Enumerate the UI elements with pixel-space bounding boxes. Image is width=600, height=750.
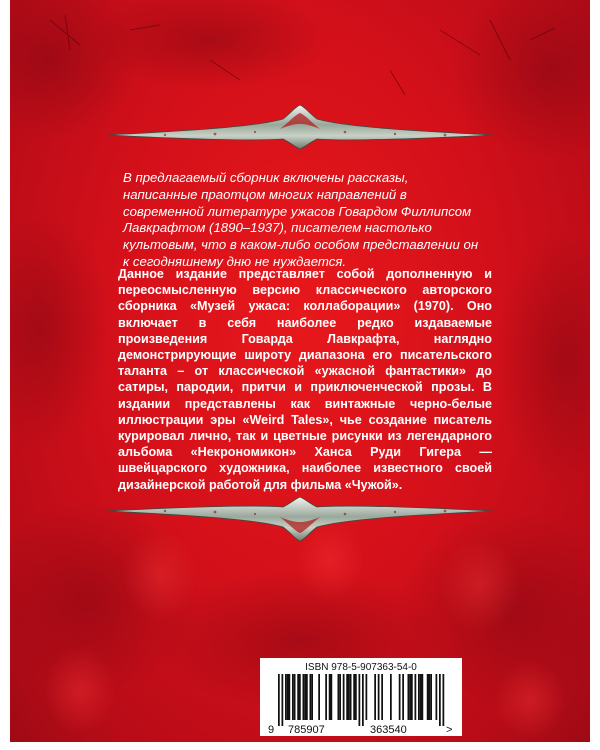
barcode-bar [439, 674, 441, 726]
barcode-left-digits: 785907 [288, 724, 325, 736]
barcode-bar [390, 674, 392, 720]
barcode-bar [353, 674, 355, 720]
cover-bottom-edge [10, 742, 590, 750]
barcode-quiet-mark: > [446, 724, 453, 736]
barcode-bar [408, 674, 410, 720]
barcode-bar [318, 674, 320, 720]
barcode-bar [415, 674, 417, 720]
barcode-first-digit: 9 [268, 724, 275, 736]
isbn-barcode [260, 658, 462, 736]
barcode-bar [427, 674, 429, 720]
barcode-bar [285, 674, 287, 720]
barcode-graphic [260, 658, 462, 736]
barcode-bar [402, 674, 404, 720]
barcode-bar [411, 674, 413, 720]
description-paragraph: Данное издание представляет собой дополненную и переосмысленную версию классического авторского сборника «Музей ужаса: коллаборации» (1970). Оно включает в себя наиболее редко издаваемые произведения Говарда Лавкрафта, наглядно демонстрирующие широту диапазона его писательского таланта – от классической «ужасной фантастики» до сатиры, пародии, притчи и приключенческой прозы. В издании представлены как винтажные черно-белые иллюстрации эры «Weird Tales», чье создание писатель курировал лично, так и цветные рисунки из легендарного альбома «Некрономикон» Ханса Руди Гигера — швейцарского художника, наиболее известного своей дизайнерской работой для фильма «Чужой». [118, 267, 492, 492]
barcode-bar [329, 674, 331, 720]
barcode-bar [359, 674, 361, 726]
barcode-bar [420, 674, 422, 720]
barcode-bar [378, 674, 380, 720]
barcode-bar [422, 674, 424, 720]
barcode-bar [381, 674, 383, 720]
ornament-divider-bottom [105, 497, 495, 541]
barcode-bar [325, 674, 327, 720]
barcode-bar [304, 674, 306, 720]
barcode-bar [339, 674, 341, 720]
barcode-bar [362, 674, 364, 726]
barcode-bar [306, 674, 308, 720]
barcode-bar [299, 674, 301, 720]
barcode-bar [331, 674, 333, 720]
barcode-bar [278, 674, 280, 726]
barcode-bar [303, 674, 305, 720]
barcode-bar [443, 674, 445, 726]
barcode-bar [374, 674, 376, 720]
intro-paragraph: В предлагаемый сборник включены рассказы, написанные праотцом многих направлений в современной литературе ужасов Говардом Филлипсом Лавкрафтом (1890–1937), писателем настолько культовым, что в каком-либо особом представлении он к сегодняшнему дню не нуждается. [123, 170, 479, 269]
barcode-bar [366, 674, 368, 720]
barcode-bar [292, 674, 294, 720]
barcode-bar [409, 674, 411, 720]
barcode-bar [350, 674, 352, 720]
barcode-bar [289, 674, 291, 720]
barcode-bar [436, 674, 438, 720]
barcode-bar [429, 674, 431, 720]
barcode-bar [430, 674, 432, 720]
barcode-bar [294, 674, 296, 720]
barcode-bar [287, 674, 289, 720]
barcode-right-digits: 363540 [370, 724, 407, 736]
barcode-bar [418, 674, 420, 720]
isbn-number: ISBN 978-5-907363-54-0 [305, 662, 417, 673]
barcode-bar [355, 674, 357, 720]
barcode-bar [310, 674, 312, 720]
barcode-bar [399, 674, 401, 720]
barcode-bar [346, 674, 348, 720]
ornament-divider-top [105, 105, 495, 149]
barcode-bar [343, 674, 345, 720]
barcode-bar [297, 674, 299, 720]
barcode-bar [311, 674, 313, 720]
barcode-bar [282, 674, 284, 726]
book-back-cover [10, 0, 590, 750]
barcode-bar [348, 674, 350, 720]
barcode-bar [338, 674, 340, 720]
